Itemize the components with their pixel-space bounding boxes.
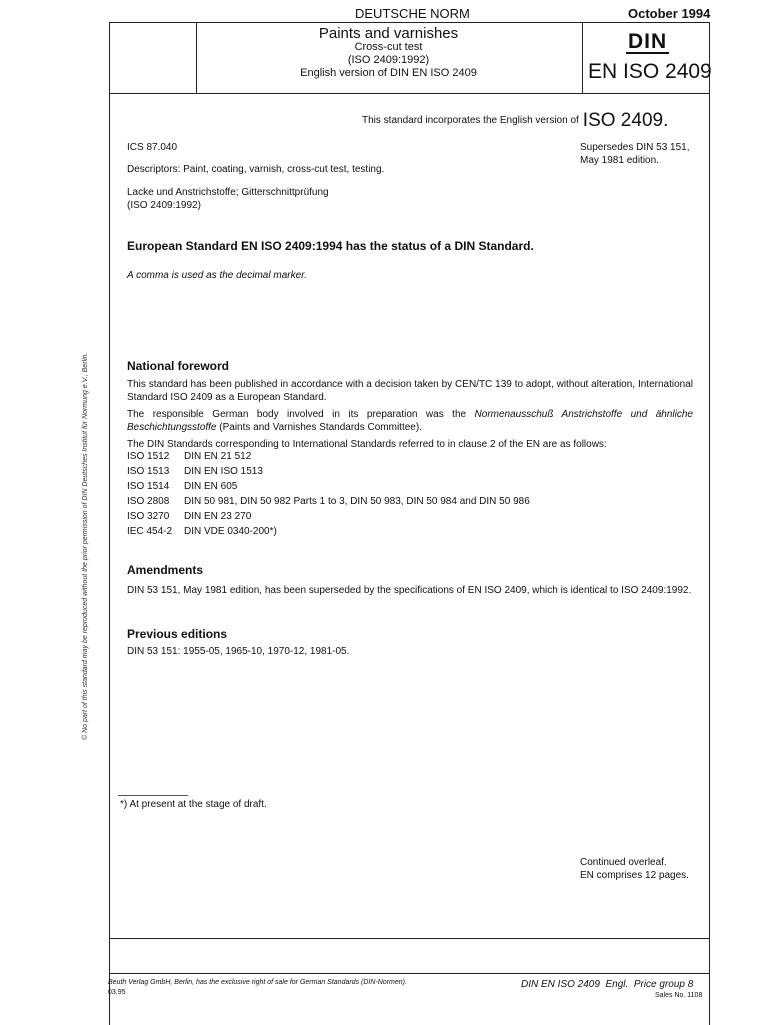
din-standard: DIN EN 23 270 xyxy=(184,511,252,522)
side-copyright-note: © No part of this standard may be reproduced without the prior permission of DIN Deutsches Institut für Normung e.V., Berlin. xyxy=(82,352,89,740)
publisher-note: Beuth Verlag GmbH, Berlin, has the exclusive right of sale for German Standards (DIN-Normen). xyxy=(108,979,407,986)
intl-standard: ISO 2808 xyxy=(127,496,170,507)
decimal-marker-note: A comma is used as the decimal marker. xyxy=(127,270,307,281)
continued-note xyxy=(580,856,689,882)
foreword-p2-end: (Paints and Varnishes Standards Committee). xyxy=(216,422,422,433)
din-standard: DIN EN 605 xyxy=(184,481,238,492)
standards-correspondence-table xyxy=(127,451,530,541)
title-divider-right xyxy=(582,22,583,93)
footer-sales-number: Sales No. 1108 xyxy=(655,992,703,999)
din-standard: DIN VDE 0340-200*) xyxy=(184,526,277,537)
header-date: October 1994 xyxy=(628,6,711,21)
ics-code: ICS 87.040 xyxy=(127,142,178,153)
iso-reference: (ISO 2409:1992) xyxy=(347,54,430,66)
table-row xyxy=(127,526,530,541)
document-subtitle: Cross-cut test xyxy=(354,41,423,53)
previous-editions-heading: Previous editions xyxy=(127,627,228,641)
incorporates-line xyxy=(362,110,668,132)
title-block xyxy=(196,27,581,80)
intl-standard: ISO 1513 xyxy=(127,466,170,477)
foreword-paragraph-2 xyxy=(127,408,693,434)
title-bottom-rule xyxy=(109,93,710,94)
supersedes-line-2: May 1981 edition. xyxy=(580,155,659,166)
table-row xyxy=(127,511,530,526)
footer-code: 03.95 xyxy=(108,989,126,996)
intl-standard: IEC 454-2 xyxy=(127,526,173,537)
intl-standard: ISO 3270 xyxy=(127,511,170,522)
din-standard: DIN 50 981, DIN 50 982 Parts 1 to 3, DIN 50 983, DIN 50 984 and DIN 50 986 xyxy=(184,496,530,507)
header-norm-label: DEUTSCHE NORM xyxy=(355,6,470,21)
din-standard: DIN EN 21 512 xyxy=(184,451,252,462)
din-standard: DIN EN ISO 1513 xyxy=(184,466,263,477)
supersedes-line-1: Supersedes DIN 53 151, xyxy=(580,142,690,153)
foreword-p2-start: The responsible German body involved in its preparation was the xyxy=(127,409,475,420)
table-row xyxy=(127,466,530,481)
continued-line-2: EN comprises 12 pages. xyxy=(580,870,689,881)
bottom-rule-lower xyxy=(109,973,710,974)
intl-standard: ISO 1514 xyxy=(127,481,170,492)
supersedes-note xyxy=(580,141,704,167)
footnote: *) At present at the stage of draft. xyxy=(120,799,267,810)
foreword-paragraph-3: The DIN Standards corresponding to International Standards referred to in clause 2 of the EN are as follows: xyxy=(127,439,607,450)
table-row xyxy=(127,481,530,496)
document-title: Paints and varnishes xyxy=(318,25,459,42)
footer-standard-ref: DIN EN ISO 2409 Engl. Price group 8 xyxy=(521,979,694,990)
national-foreword-heading: National foreword xyxy=(127,359,230,373)
table-row xyxy=(127,496,530,511)
english-version-note: English version of DIN EN ISO 2409 xyxy=(300,67,477,79)
table-row xyxy=(127,451,530,466)
amendments-heading: Amendments xyxy=(127,563,204,577)
descriptors: Descriptors: Paint, coating, varnish, cross-cut test, testing. xyxy=(127,164,385,175)
incorporates-iso: ISO 2409. xyxy=(582,110,669,131)
german-title-line-1: Lacke und Anstrichstoffe; Gitterschnittprüfung xyxy=(127,187,329,198)
standard-number: EN ISO 2409 xyxy=(588,60,712,83)
amendments-text: DIN 53 151, May 1981 edition, has been superseded by the specifications of EN ISO 2409, which is identical to ISO 2409:1992. xyxy=(127,585,692,596)
intl-standard: ISO 1512 xyxy=(127,451,170,462)
bottom-rule-upper xyxy=(109,938,710,939)
foreword-paragraph-1: This standard has been published in accordance with a decision taken by CEN/TC 139 to adopt, without alteration, International Standard ISO 2409 as a European Standard. xyxy=(127,379,693,403)
continued-line-1: Continued overleaf. xyxy=(580,857,667,868)
footnote-rule xyxy=(118,795,188,796)
german-title-line-2: (ISO 2409:1992) xyxy=(127,200,201,211)
committee-name: Normenausschuß Anstrichstoffe und ähnliche Beschichtungsstoffe xyxy=(127,409,693,433)
status-statement: European Standard EN ISO 2409:1994 has the status of a DIN Standard. xyxy=(127,239,534,253)
din-logo: DIN xyxy=(628,30,668,53)
footer-publisher xyxy=(108,978,407,998)
german-title xyxy=(127,186,427,212)
top-rule xyxy=(109,22,710,23)
previous-editions-text: DIN 53 151: 1955-05, 1965-10, 1970-12, 1981-05. xyxy=(127,646,350,657)
incorporates-text: This standard incorporates the English version of xyxy=(362,115,579,126)
